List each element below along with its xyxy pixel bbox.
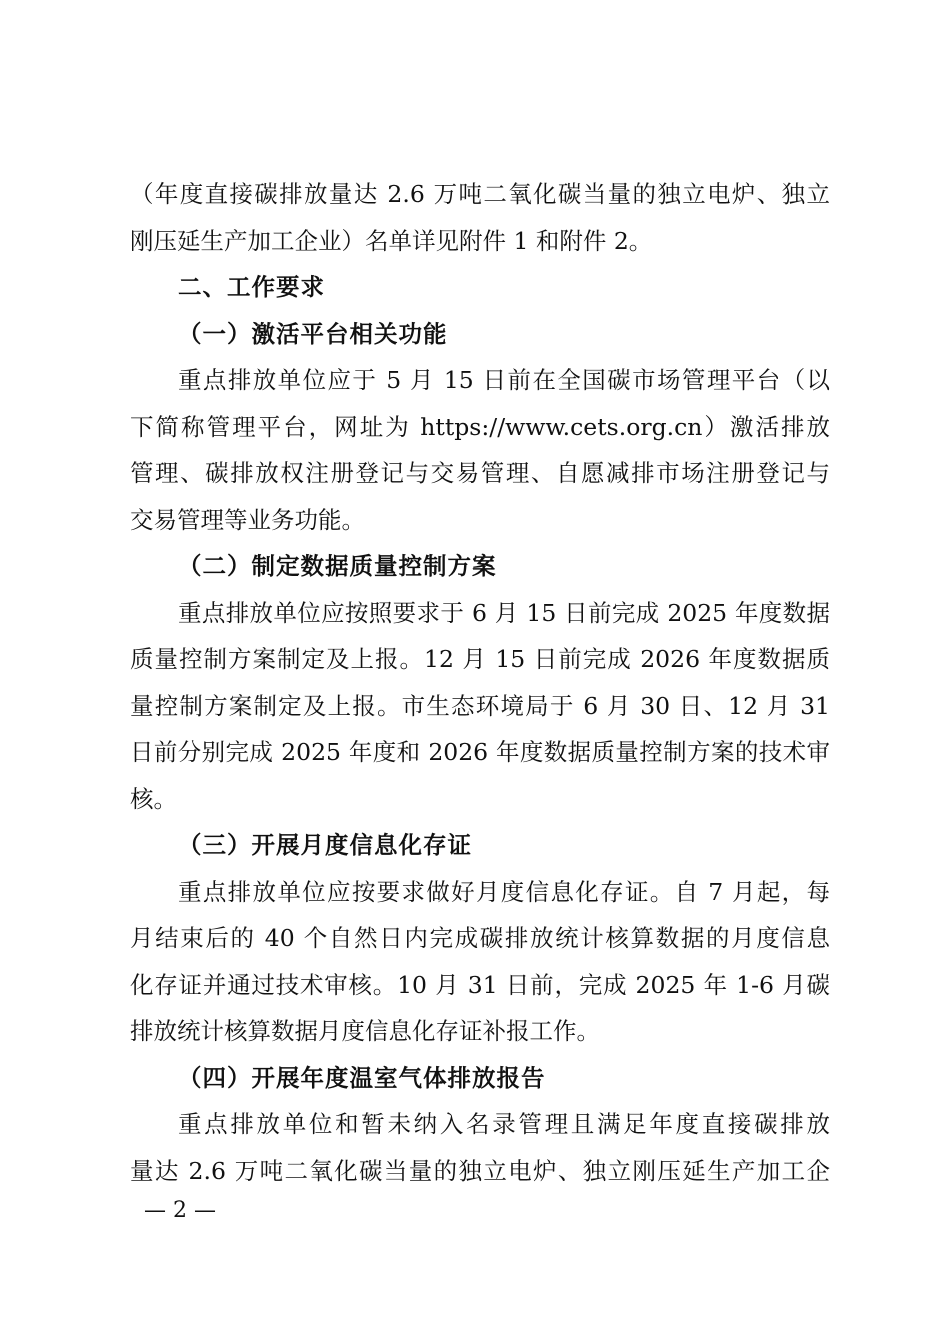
paragraph-line: 化存证并通过技术审核。10 月 31 日前，完成 2025 年 1-6 月碳	[130, 970, 830, 999]
paragraph-line: 刚压延生产加工企业）名单详见附件 1 和附件 2。	[130, 226, 653, 255]
paragraph-line: 重点排放单位应于 5 月 15 日前在全国碳市场管理平台（以	[178, 366, 830, 394]
paragraph-line: 重点排放单位应按照要求于 6 月 15 日前完成 2025 年度数据	[178, 598, 830, 627]
paragraph-line: 管理、碳排放权注册登记与交易管理、自愿减排市场注册登记与	[130, 459, 830, 487]
document-body	[130, 171, 830, 1194]
paragraph-line: 质量控制方案制定及上报。12 月 15 日前完成 2026 年度数据质	[130, 645, 830, 673]
paragraph-line: 量控制方案制定及上报。市生态环境局于 6 月 30 日、12 月 31	[130, 691, 830, 720]
paragraph-line: 排放统计核算数据月度信息化存证补报工作。	[130, 1017, 600, 1045]
paragraph-line: 量达 2.6 万吨二氧化碳当量的独立电炉、独立刚压延生产加工企	[130, 1156, 830, 1185]
paragraph-line: 重点排放单位应按要求做好月度信息化存证。自 7 月起，每	[178, 877, 830, 906]
section-heading: 二、工作要求	[178, 273, 325, 301]
paragraph-line: 重点排放单位和暂未纳入名录管理且满足年度直接碳排放	[178, 1110, 830, 1138]
subsection-heading: （一）激活平台相关功能	[178, 319, 448, 348]
paragraph-line: 核。	[130, 784, 177, 813]
subsection-heading: （四）开展年度温室气体排放报告	[178, 1063, 546, 1092]
subsection-heading: （三）开展月度信息化存证	[178, 831, 472, 859]
paragraph-line: 日前分别完成 2025 年度和 2026 年度数据质量控制方案的技术审	[130, 738, 830, 766]
subsection-heading: （二）制定数据质量控制方案	[178, 552, 497, 580]
paragraph-line: 下简称管理平台，网址为 https://www.cets.org.cn）激活排放	[130, 412, 830, 441]
paragraph-line: 交易管理等业务功能。	[130, 505, 365, 534]
paragraph-line: （年度直接碳排放量达 2.6 万吨二氧化碳当量的独立电炉、独立	[130, 180, 830, 208]
paragraph-line: 月结束后的 40 个自然日内完成碳排放统计核算数据的月度信息	[130, 924, 830, 952]
page-number: — 2 —	[144, 1198, 216, 1223]
